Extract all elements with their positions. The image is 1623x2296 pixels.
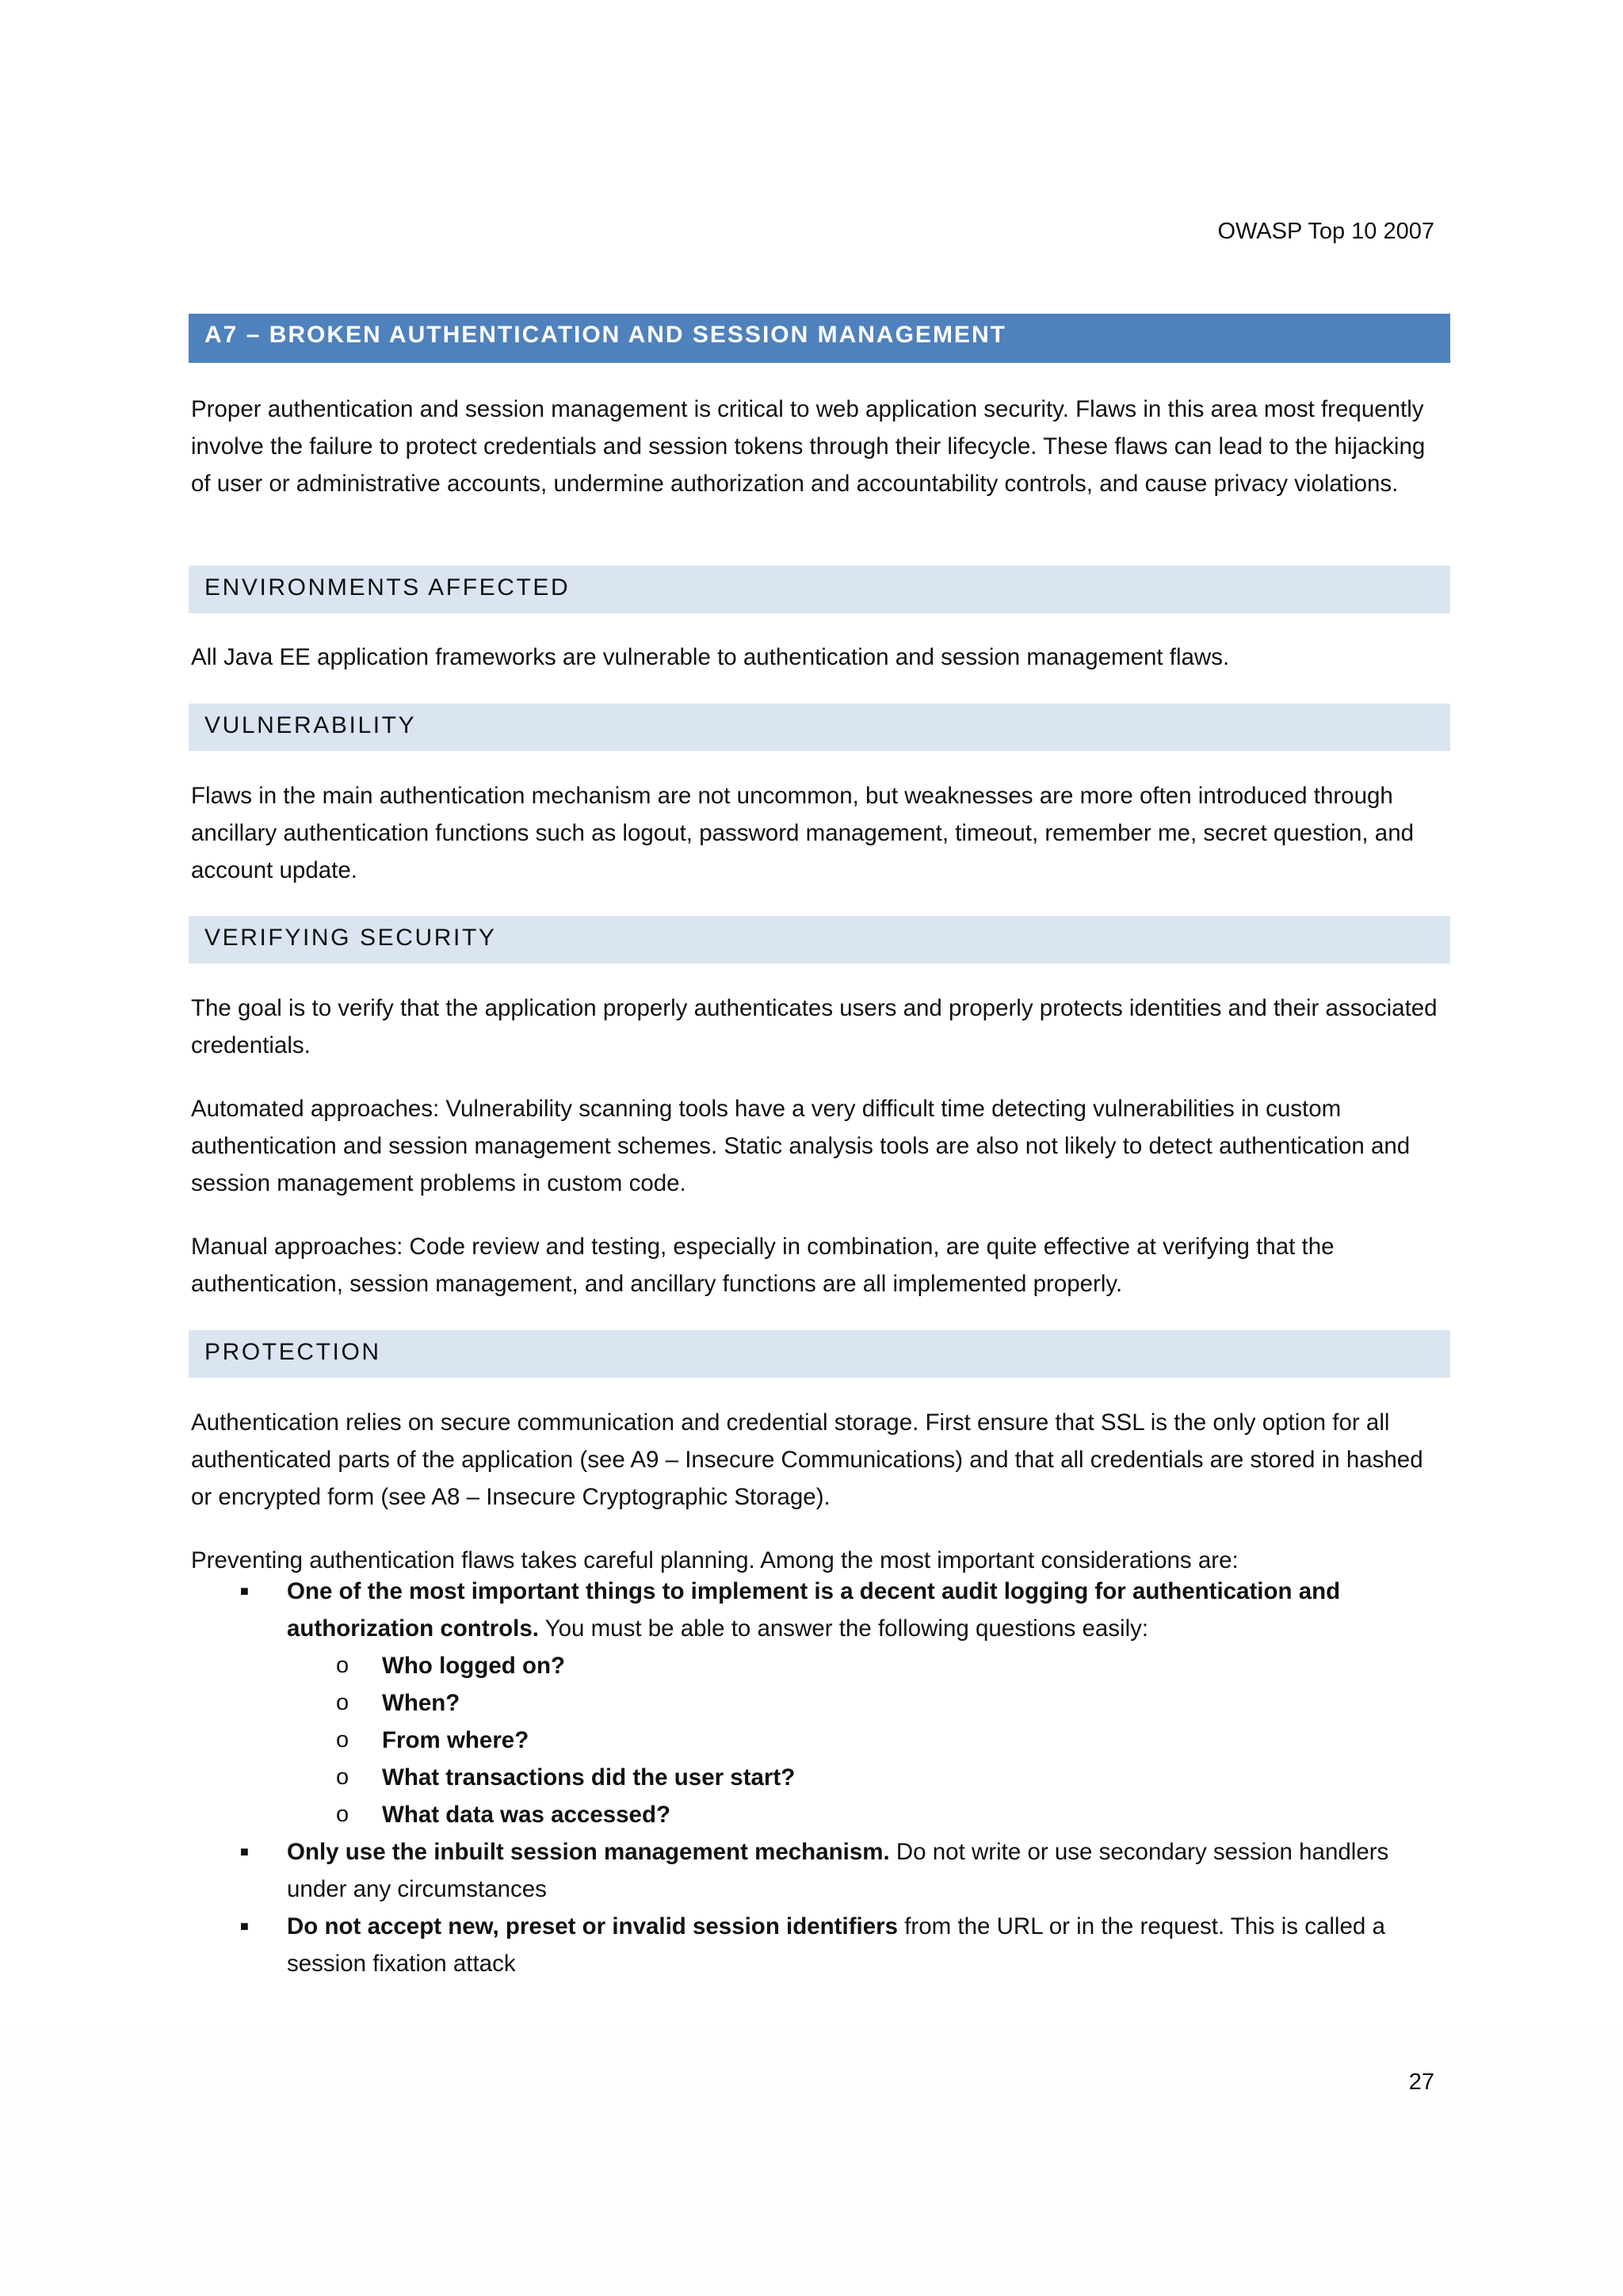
square-bullet-icon: ■ bbox=[240, 1844, 249, 1859]
question-list bbox=[287, 1647, 1443, 1833]
question-item: o What data was accessed? bbox=[191, 1796, 1443, 1833]
list-item-bold: One of the most important things to implement is a decent audit logging for authentication and authorization controls. bbox=[287, 1578, 1341, 1642]
page-bottom-shade bbox=[0, 1981, 1623, 2296]
square-bullet-icon: ■ bbox=[240, 1918, 249, 1934]
circle-bullet-icon: o bbox=[336, 1727, 349, 1753]
verifying-paragraph-3: Manual approaches: Code review and testing, especially in combination, are quite effective at verifying that the authentication, session management, and ancillary functions are all implemented properly. bbox=[191, 1234, 1335, 1297]
circle-bullet-icon: o bbox=[336, 1653, 349, 1678]
section-title: A7 – BROKEN AUTHENTICATION AND SESSION MANAGEMENT bbox=[189, 314, 1450, 363]
vulnerability-text: Flaws in the main authentication mechanism are not uncommon, but weaknesses are more often introduced through ancillary authentication functions such as logout, password management, timeout, remember me, secret question, and account update. bbox=[191, 783, 1415, 883]
circle-bullet-icon: o bbox=[336, 1802, 349, 1827]
list-item bbox=[191, 1908, 1443, 1982]
question-item: o From where? bbox=[191, 1722, 1443, 1759]
protection-paragraph-1: Authentication relies on secure communication and credential storage. First ensure that SSL is the only option for all authenticated parts of the application (see A9 – Insecure Communications) and that all credentials are stored in hashed or encrypted form (see A8 – Insecure Cryptographic Storage). bbox=[191, 1409, 1423, 1510]
circle-bullet-icon: o bbox=[336, 1690, 349, 1715]
environments-heading: ENVIRONMENTS AFFECTED bbox=[189, 566, 1450, 613]
verifying-heading: VERIFYING SECURITY bbox=[189, 916, 1450, 963]
verifying-paragraph-1: The goal is to verify that the application properly authenticates users and properly protects identities and their associated credentials. bbox=[191, 995, 1438, 1058]
square-bullet-icon: ■ bbox=[240, 1583, 249, 1599]
list-item-text: from the URL or in the request. This is called a session fixation attack bbox=[287, 1913, 1385, 1977]
running-header: OWASP Top 10 2007 bbox=[1217, 219, 1434, 244]
list-item-text: You must be able to answer the following questions easily: bbox=[538, 1615, 1149, 1642]
list-item-bold: Do not accept new, preset or invalid session identifiers bbox=[287, 1913, 899, 1939]
intro-paragraph: Proper authentication and session management is critical to web application security. Flaws in this area most frequently involve the failure to protect credentials and session tokens through their lifecycle. These flaws can lead to the hijacking of user or administrative accounts, undermine authorization and accountability controls, and cause privacy violations. bbox=[191, 396, 1426, 497]
list-item bbox=[191, 1573, 1443, 1833]
protection-list bbox=[191, 1573, 1443, 1982]
vulnerability-heading: VULNERABILITY bbox=[189, 704, 1450, 751]
list-item bbox=[191, 1833, 1443, 1908]
question-item: o Who logged on? bbox=[191, 1647, 1443, 1684]
protection-paragraph-2: Preventing authentication flaws takes careful planning. Among the most important considerations are: bbox=[191, 1547, 1239, 1573]
list-item-bold: Only use the inbuilt session management mechanism. bbox=[287, 1839, 890, 1865]
page-number: 27 bbox=[1408, 2069, 1434, 2095]
question-item: o What transactions did the user start? bbox=[191, 1759, 1443, 1796]
circle-bullet-icon: o bbox=[336, 1764, 349, 1790]
environments-text: All Java EE application frameworks are vulnerable to authentication and session management flaws. bbox=[191, 644, 1230, 670]
protection-heading: PROTECTION bbox=[189, 1330, 1450, 1378]
question-item: o When? bbox=[191, 1684, 1443, 1722]
verifying-paragraph-2: Automated approaches: Vulnerability scanning tools have a very difficult time detecting vulnerabilities in custom authentication and session management schemes. Static analysis tools are also not likely to detect authentication and session management problems in custom code. bbox=[191, 1096, 1411, 1196]
list-item-text: Do not write or use secondary session handlers under any circumstances bbox=[287, 1839, 1389, 1902]
